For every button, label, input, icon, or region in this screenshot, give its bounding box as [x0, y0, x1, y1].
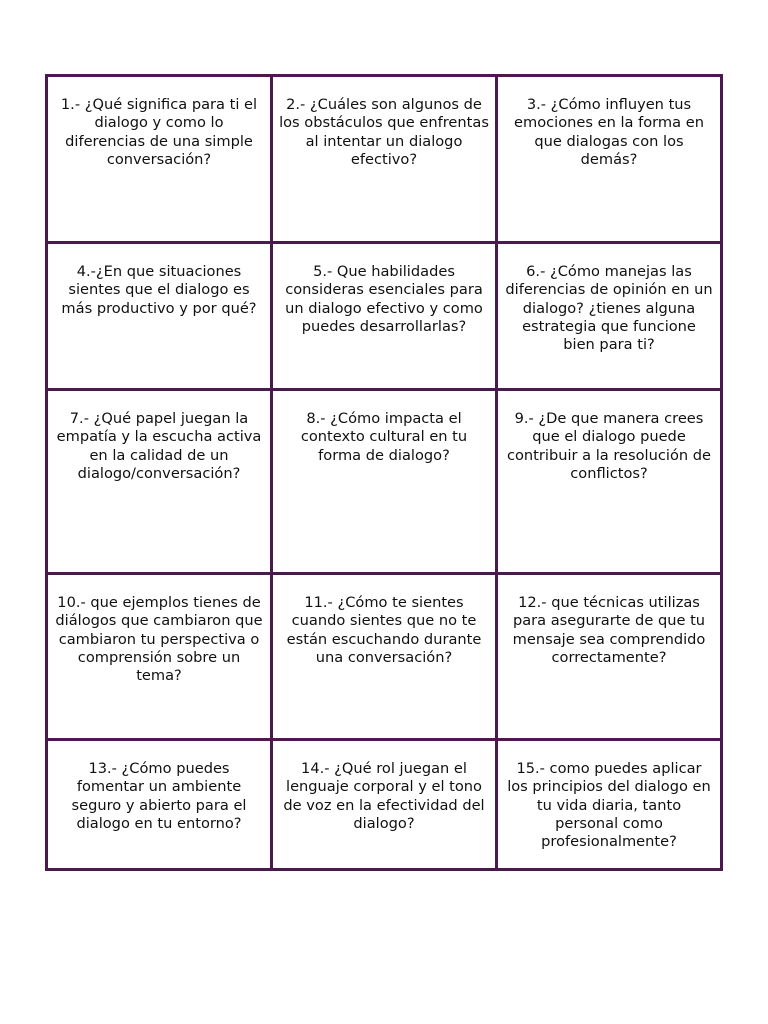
question-card-6: 6.- ¿Cómo manejas las diferencias de opinión en un dialogo? ¿tienes alguna estrategia que funcione bien para ti?	[497, 243, 722, 390]
question-card-15: 15.- como puedes aplicar los principios del dialogo en tu vida diaria, tanto personal como profesionalmente?	[497, 740, 722, 870]
question-card-7: 7.- ¿Qué papel juegan la empatía y la escucha activa en la calidad de un dialogo/conversación?	[47, 390, 272, 574]
grid-row	[47, 390, 722, 574]
question-card-1: 1.- ¿Qué significa para ti el dialogo y como lo diferencias de una simple conversación?	[47, 76, 272, 243]
question-card-8: 8.- ¿Cómo impacta el contexto cultural en tu forma de dialogo?	[272, 390, 497, 574]
question-card-5: 5.- Que habilidades consideras esenciales para un dialogo efectivo y como puedes desarrollarlas?	[272, 243, 497, 390]
grid-row	[47, 76, 722, 243]
question-card-2: 2.- ¿Cuáles son algunos de los obstáculos que enfrentas al intentar un dialogo efectivo?	[272, 76, 497, 243]
question-card-9: 9.- ¿De que manera crees que el dialogo puede contribuir a la resolución de conflictos?	[497, 390, 722, 574]
question-card-grid	[45, 74, 723, 871]
question-card-10: 10.- que ejemplos tienes de diálogos que cambiaron que cambiaron tu perspectiva o comprensión sobre un tema?	[47, 574, 272, 740]
grid-row	[47, 574, 722, 740]
grid-row	[47, 740, 722, 870]
question-card-12: 12.- que técnicas utilizas para asegurarte de que tu mensaje sea comprendido correctamente?	[497, 574, 722, 740]
question-card-3: 3.- ¿Cómo influyen tus emociones en la forma en que dialogas con los demás?	[497, 76, 722, 243]
question-card-11: 11.- ¿Cómo te sientes cuando sientes que no te están escuchando durante una conversación?	[272, 574, 497, 740]
question-card-4: 4.-¿En que situaciones sientes que el dialogo es más productivo y por qué?	[47, 243, 272, 390]
question-card-13: 13.- ¿Cómo puedes fomentar un ambiente seguro y abierto para el dialogo en tu entorno?	[47, 740, 272, 870]
question-card-14: 14.- ¿Qué rol juegan el lenguaje corporal y el tono de voz en la efectividad del dialogo?	[272, 740, 497, 870]
grid-row	[47, 243, 722, 390]
